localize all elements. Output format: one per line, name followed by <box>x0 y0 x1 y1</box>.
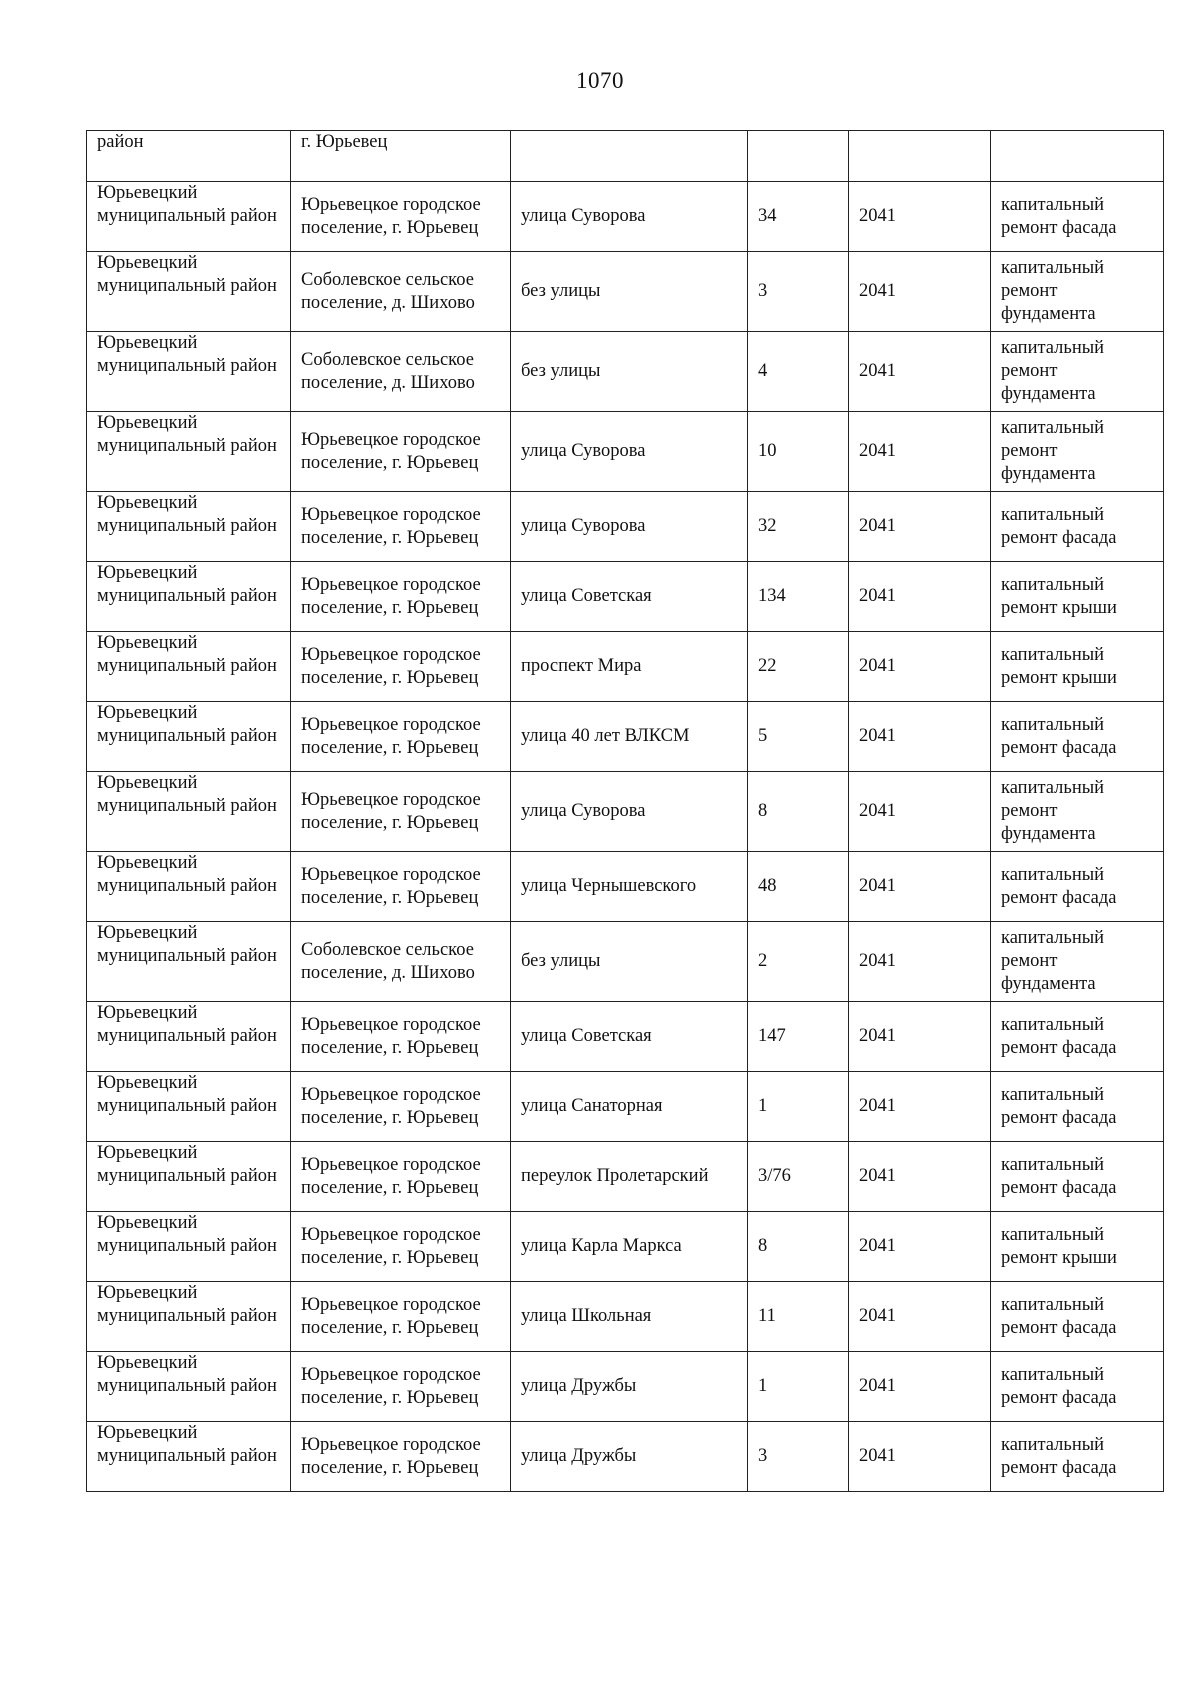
year-cell: 2041 <box>849 252 991 332</box>
district-cell: Юрьевецкий муниципальный район <box>87 1072 291 1142</box>
table-row <box>87 1422 1164 1492</box>
year-cell: 2041 <box>849 852 991 922</box>
settlement-cell: Юрьевецкое городское поселение, г. Юрьевец <box>291 1212 511 1282</box>
repair-schedule-table <box>86 130 1164 1492</box>
settlement-cell: г. Юрьевец <box>291 131 511 182</box>
street-cell: улица Советская <box>511 1002 748 1072</box>
work-type-cell: капитальный ремонт фундамента <box>991 412 1164 492</box>
district-cell: Юрьевецкий муниципальный район <box>87 852 291 922</box>
street-cell: без улицы <box>511 922 748 1002</box>
settlement-cell: Соболевское сельское поселение, д. Шихово <box>291 252 511 332</box>
table-row <box>87 1002 1164 1072</box>
year-cell: 2041 <box>849 1072 991 1142</box>
table-row <box>87 1352 1164 1422</box>
table-row <box>87 1142 1164 1212</box>
house-cell: 10 <box>748 412 849 492</box>
district-cell: Юрьевецкий муниципальный район <box>87 1142 291 1212</box>
year-cell: 2041 <box>849 1142 991 1212</box>
house-cell: 4 <box>748 332 849 412</box>
table-row <box>87 332 1164 412</box>
page-number: 1070 <box>576 68 624 93</box>
district-cell: Юрьевецкий муниципальный район <box>87 1002 291 1072</box>
settlement-cell: Юрьевецкое городское поселение, г. Юрьевец <box>291 492 511 562</box>
settlement-cell: Юрьевецкое городское поселение, г. Юрьевец <box>291 1282 511 1352</box>
work-type-cell: капитальный ремонт крыши <box>991 632 1164 702</box>
year-cell: 2041 <box>849 412 991 492</box>
year-cell: 2041 <box>849 1422 991 1492</box>
table-row <box>87 852 1164 922</box>
work-type-cell <box>991 131 1164 182</box>
street-cell: без улицы <box>511 332 748 412</box>
year-cell: 2041 <box>849 1212 991 1282</box>
street-cell: без улицы <box>511 252 748 332</box>
district-cell: Юрьевецкий муниципальный район <box>87 332 291 412</box>
settlement-cell: Юрьевецкое городское поселение, г. Юрьевец <box>291 1352 511 1422</box>
work-type-cell: капитальный ремонт фундамента <box>991 332 1164 412</box>
year-cell: 2041 <box>849 772 991 852</box>
settlement-cell: Юрьевецкое городское поселение, г. Юрьевец <box>291 702 511 772</box>
settlement-cell: Юрьевецкое городское поселение, г. Юрьевец <box>291 562 511 632</box>
house-cell: 134 <box>748 562 849 632</box>
settlement-cell: Юрьевецкое городское поселение, г. Юрьевец <box>291 632 511 702</box>
work-type-cell: капитальный ремонт фасада <box>991 182 1164 252</box>
work-type-cell: капитальный ремонт фасада <box>991 1002 1164 1072</box>
table-row <box>87 492 1164 562</box>
house-cell: 1 <box>748 1072 849 1142</box>
table-body <box>87 131 1164 1492</box>
table-row <box>87 562 1164 632</box>
street-cell: улица Школьная <box>511 1282 748 1352</box>
district-cell: Юрьевецкий муниципальный район <box>87 1422 291 1492</box>
street-cell: улица Дружбы <box>511 1422 748 1492</box>
settlement-cell: Юрьевецкое городское поселение, г. Юрьевец <box>291 1422 511 1492</box>
year-cell: 2041 <box>849 562 991 632</box>
house-cell: 48 <box>748 852 849 922</box>
table-row <box>87 412 1164 492</box>
year-cell: 2041 <box>849 332 991 412</box>
year-cell <box>849 131 991 182</box>
street-cell: улица Санаторная <box>511 1072 748 1142</box>
street-cell: проспект Мира <box>511 632 748 702</box>
table-row <box>87 1212 1164 1282</box>
year-cell: 2041 <box>849 1352 991 1422</box>
district-cell: Юрьевецкий муниципальный район <box>87 1352 291 1422</box>
house-cell: 5 <box>748 702 849 772</box>
house-cell: 22 <box>748 632 849 702</box>
settlement-cell: Юрьевецкое городское поселение, г. Юрьевец <box>291 1002 511 1072</box>
work-type-cell: капитальный ремонт фасада <box>991 1282 1164 1352</box>
settlement-cell: Юрьевецкое городское поселение, г. Юрьевец <box>291 412 511 492</box>
work-type-cell: капитальный ремонт крыши <box>991 1212 1164 1282</box>
settlement-cell: Юрьевецкое городское поселение, г. Юрьевец <box>291 1072 511 1142</box>
street-cell: улица Суворова <box>511 182 748 252</box>
table-row <box>87 252 1164 332</box>
district-cell: Юрьевецкий муниципальный район <box>87 772 291 852</box>
work-type-cell: капитальный ремонт фасада <box>991 702 1164 772</box>
district-cell: Юрьевецкий муниципальный район <box>87 632 291 702</box>
house-cell: 1 <box>748 1352 849 1422</box>
work-type-cell: капитальный ремонт фасада <box>991 852 1164 922</box>
table-row <box>87 1282 1164 1352</box>
table-row <box>87 772 1164 852</box>
work-type-cell: капитальный ремонт фундамента <box>991 772 1164 852</box>
table-row <box>87 1072 1164 1142</box>
house-cell: 34 <box>748 182 849 252</box>
table-row <box>87 632 1164 702</box>
street-cell: улица Советская <box>511 562 748 632</box>
house-cell: 11 <box>748 1282 849 1352</box>
street-cell: переулок Пролетарский <box>511 1142 748 1212</box>
district-cell: Юрьевецкий муниципальный район <box>87 412 291 492</box>
settlement-cell: Юрьевецкое городское поселение, г. Юрьевец <box>291 852 511 922</box>
house-cell: 2 <box>748 922 849 1002</box>
year-cell: 2041 <box>849 1282 991 1352</box>
year-cell: 2041 <box>849 182 991 252</box>
work-type-cell: капитальный ремонт фундамента <box>991 922 1164 1002</box>
house-cell: 8 <box>748 1212 849 1282</box>
street-cell: улица 40 лет ВЛКСМ <box>511 702 748 772</box>
work-type-cell: капитальный ремонт крыши <box>991 562 1164 632</box>
street-cell: улица Суворова <box>511 412 748 492</box>
street-cell: улица Суворова <box>511 772 748 852</box>
street-cell: улица Суворова <box>511 492 748 562</box>
street-cell <box>511 131 748 182</box>
district-cell: Юрьевецкий муниципальный район <box>87 702 291 772</box>
district-cell: Юрьевецкий муниципальный район <box>87 492 291 562</box>
street-cell: улица Карла Маркса <box>511 1212 748 1282</box>
work-type-cell: капитальный ремонт фасада <box>991 1072 1164 1142</box>
district-cell: Юрьевецкий муниципальный район <box>87 1212 291 1282</box>
settlement-cell: Юрьевецкое городское поселение, г. Юрьевец <box>291 1142 511 1212</box>
district-cell: район <box>87 131 291 182</box>
settlement-cell: Соболевское сельское поселение, д. Шихово <box>291 922 511 1002</box>
table-row <box>87 702 1164 772</box>
district-cell: Юрьевецкий муниципальный район <box>87 182 291 252</box>
work-type-cell: капитальный ремонт фасада <box>991 1352 1164 1422</box>
settlement-cell: Юрьевецкое городское поселение, г. Юрьевец <box>291 182 511 252</box>
house-cell: 8 <box>748 772 849 852</box>
table-row <box>87 922 1164 1002</box>
district-cell: Юрьевецкий муниципальный район <box>87 1282 291 1352</box>
house-cell: 32 <box>748 492 849 562</box>
district-cell: Юрьевецкий муниципальный район <box>87 562 291 632</box>
house-cell: 3/76 <box>748 1142 849 1212</box>
house-cell: 3 <box>748 252 849 332</box>
street-cell: улица Дружбы <box>511 1352 748 1422</box>
work-type-cell: капитальный ремонт фасада <box>991 1142 1164 1212</box>
year-cell: 2041 <box>849 1002 991 1072</box>
work-type-cell: капитальный ремонт фундамента <box>991 252 1164 332</box>
table-row <box>87 182 1164 252</box>
year-cell: 2041 <box>849 702 991 772</box>
district-cell: Юрьевецкий муниципальный район <box>87 252 291 332</box>
house-cell: 3 <box>748 1422 849 1492</box>
work-type-cell: капитальный ремонт фасада <box>991 1422 1164 1492</box>
settlement-cell: Соболевское сельское поселение, д. Шихово <box>291 332 511 412</box>
settlement-cell: Юрьевецкое городское поселение, г. Юрьевец <box>291 772 511 852</box>
house-cell: 147 <box>748 1002 849 1072</box>
street-cell: улица Чернышевского <box>511 852 748 922</box>
year-cell: 2041 <box>849 492 991 562</box>
district-cell: Юрьевецкий муниципальный район <box>87 922 291 1002</box>
house-cell <box>748 131 849 182</box>
work-type-cell: капитальный ремонт фасада <box>991 492 1164 562</box>
table-row-continuation <box>87 131 1164 182</box>
year-cell: 2041 <box>849 632 991 702</box>
year-cell: 2041 <box>849 922 991 1002</box>
